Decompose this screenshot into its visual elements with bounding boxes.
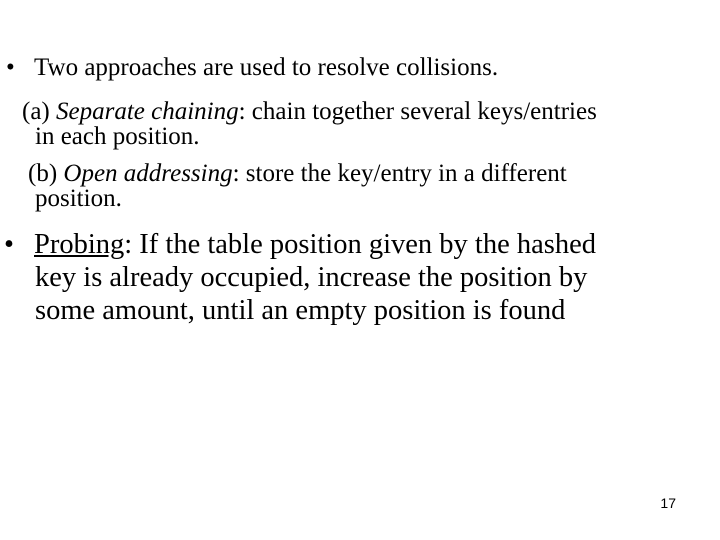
option-b-line-2: position. <box>35 185 122 212</box>
option-a-line-1 <box>22 98 597 126</box>
bullet-collisions <box>6 54 498 82</box>
option-b-text: : store the key/entry in a different <box>232 160 567 187</box>
option-a-term: Separate chaining <box>56 98 239 125</box>
bullet-icon: • <box>4 229 14 260</box>
option-a-prefix: (a) <box>22 98 56 125</box>
bullet-probing-line-3: some amount, until an empty position is found <box>35 295 566 326</box>
bullet-text: Two approaches are used to resolve collisions. <box>34 54 499 81</box>
option-a-text: : chain together several keys/entries <box>238 98 597 125</box>
probing-term: Probing <box>34 229 125 260</box>
bullet-icon: • <box>6 54 15 81</box>
option-b-line-1 <box>28 160 567 188</box>
option-a-line-2: in each position. <box>35 123 200 150</box>
option-b-term: Open addressing <box>63 160 233 187</box>
probing-text: : If the table position given by the hashed <box>124 229 596 260</box>
page-number: 17 <box>660 495 676 511</box>
bullet-probing-line-1 <box>4 229 596 261</box>
bullet-probing-line-2: key is already occupied, increase the position by <box>35 262 588 293</box>
option-b-prefix: (b) <box>28 160 64 187</box>
